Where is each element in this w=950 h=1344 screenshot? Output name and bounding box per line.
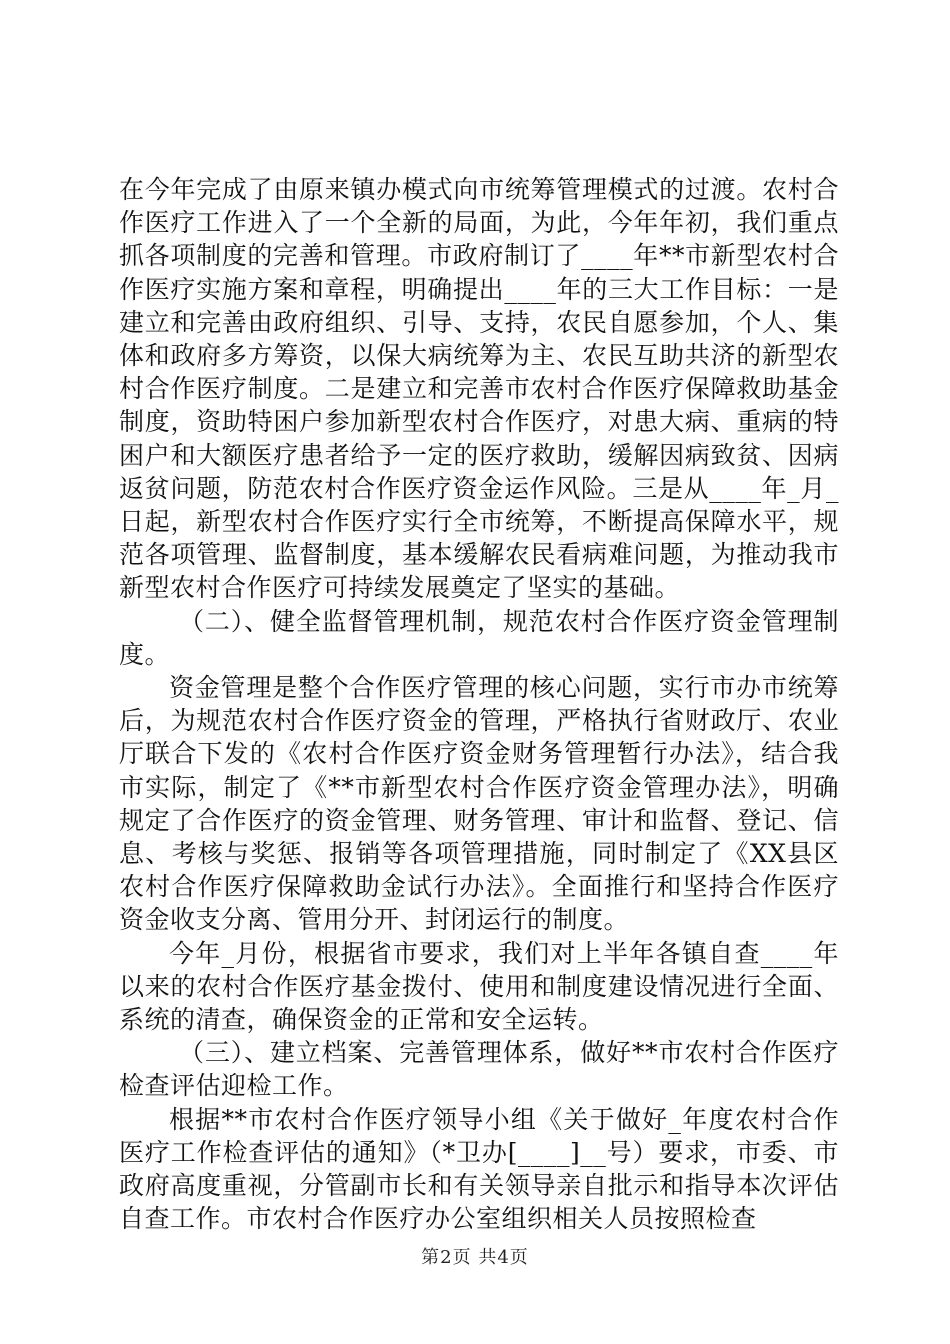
page-number-footer: 第2页 共4页 (421, 1247, 529, 1268)
paragraph-fund-management: 资金管理是整个合作医疗管理的核心问题，实行市办市统筹后，为规范农村合作医疗资金的管理，严格执行省财政厅、农业厅联合下发的《农村合作医疗资金财务管理暂行办法》，结合我市实际，制定了《**市新型农村合作医疗资金管理办法》，明确规定了合作医疗的资金管理、财务管理、审计和监督、登记、信息、考核与奖惩、报销等各项管理措施，同时制定了《XX县区农村合作医疗保障救助金试行办法》。全面推行和坚持合作医疗资金收支分离、管用分开、封闭运行的制度。 (119, 673, 839, 935)
paragraph-evaluation: 根据**市农村合作医疗领导小组《关于做好_年度农村合作医疗工作检查评估的通知》（*卫办[____]__号）要求，市委、市政府高度重视，分管副市长和有关领导亲自批示和指导本次评估自查工作。市农村合作医疗办公室组织相关人员按照检查 (119, 1104, 839, 1234)
document-body (119, 173, 839, 1236)
paragraph-intro: 在今年完成了由原来镇办模式向市统筹管理模式的过渡。农村合作医疗工作进入了一个全新的局面，为此，今年年初，我们重点抓各项制度的完善和管理。市政府制订了____年**市新型农村合作医疗实施方案和章程，明确提出____年的三大工作目标：一是建立和完善由政府组织、引导、支持，农民自愿参加，个人、集体和政府多方筹资，以保大病统筹为主、农民互助共济的新型农村合作医疗制度。二是建立和完善市农村合作医疗保障救助基金制度，资助特困户参加新型农村合作医疗，对患大病、重病的特困户和大额医疗患者给予一定的医疗救助，缓解因病致贫、因病返贫问题，防范农村合作医疗资金运作风险。三是从____年_月_日起，新型农村合作医疗实行全市统筹，不断提高保障水平，规范各项管理、监督制度，基本缓解农民看病难问题，为推动我市新型农村合作医疗可持续发展奠定了坚实的基础。 (119, 175, 839, 603)
section-heading-three: （三）、建立档案、完善管理体系，做好**市农村合作医疗检查评估迎检工作。 (119, 1038, 839, 1101)
section-heading-two: （二）、健全监督管理机制，规范农村合作医疗资金管理制度。 (119, 606, 839, 669)
paragraph-inspection: 今年_月份，根据省市要求，我们对上半年各镇自查____年以来的农村合作医疗基金拨付、使用和制度建设情况进行全面、系统的清查，确保资金的正常和安全运转。 (119, 938, 839, 1035)
